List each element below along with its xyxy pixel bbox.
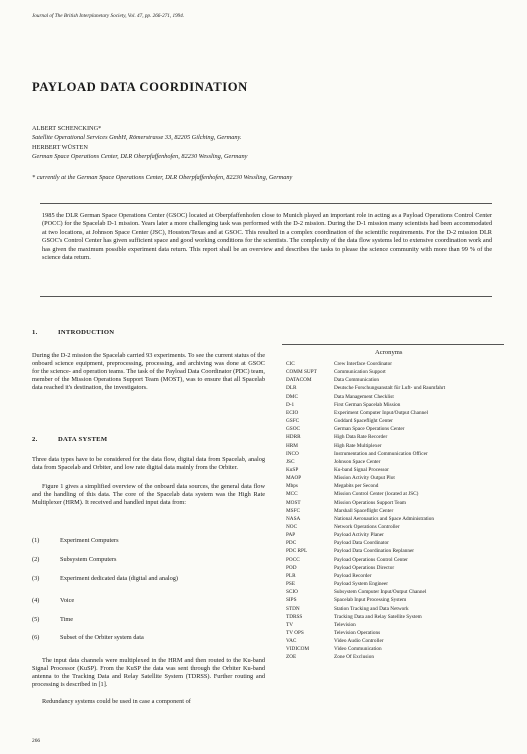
acronym-definition: Tracking Data and Relay Satellite System — [334, 613, 422, 620]
author-1-name: ALBERT SCHENCKING* — [32, 125, 102, 132]
acronym-definition: Megabits per Second — [334, 483, 379, 490]
acronym-row — [286, 588, 426, 596]
acronym-abbrev: TV — [286, 621, 293, 628]
acronym-row — [286, 556, 408, 564]
acronym-abbrev: SCIO — [286, 589, 298, 596]
acronym-definition: Subsystem Computer Input/Output Channel — [334, 589, 427, 596]
acronym-abbrev: PAP — [286, 532, 296, 539]
acronym-row — [286, 433, 387, 441]
acronym-definition: Mission Control Center (located at JSC) — [334, 491, 419, 498]
acronym-definition: Payload Activity Planer — [334, 532, 384, 539]
author-block — [32, 124, 502, 161]
list-item: (2) Subsystem Computers — [32, 556, 117, 563]
acronym-abbrev: MSFC — [286, 507, 301, 514]
abstract-top-rule — [40, 203, 492, 204]
section-1-title: INTRODUCTION — [58, 329, 115, 336]
acronym-row — [286, 637, 384, 645]
acronym-definition: Payload Data Coordination Replanner — [334, 548, 415, 555]
acronym-definition: National Aeronautics and Space Administration — [334, 515, 435, 522]
section-2-para-4: Redundancy systems could be used in case a component of — [42, 698, 191, 705]
acronym-abbrev: MOST — [286, 499, 301, 506]
acronym-abbrev: POD — [286, 564, 297, 571]
acronym-abbrev: DLR — [286, 385, 297, 392]
acronym-abbrev: INCO — [286, 450, 299, 457]
acronym-abbrev: GSFC — [286, 418, 300, 425]
acronym-abbrev: MAOP — [286, 475, 302, 482]
acronym-definition: Network Operations Controller — [334, 524, 400, 530]
acronym-abbrev: TDRSS — [286, 613, 303, 620]
acronym-definition: Communication Support — [334, 369, 386, 376]
acronym-row — [286, 499, 406, 507]
paper-title: PAYLOAD DATA COORDINATION — [32, 80, 248, 94]
acronym-abbrev: GSOC — [286, 426, 301, 433]
section-1-heading — [32, 329, 114, 336]
abstract-bottom-rule — [40, 296, 492, 297]
acronym-definition: Ku-band Signal Processor — [334, 466, 389, 473]
acronym-row — [286, 515, 434, 523]
acronym-row — [286, 466, 389, 474]
acronym-abbrev: PLR — [286, 572, 296, 579]
list-item: (1) Experiment Computers — [32, 537, 119, 544]
acronym-definition: Payload Operations Director — [334, 564, 395, 571]
acronyms-top-rule — [282, 344, 504, 345]
acronym-definition: High Data Rate Recorder — [334, 434, 388, 441]
acronym-abbrev: ZOE — [286, 654, 297, 661]
acronym-row — [286, 523, 400, 531]
acronym-definition: Crew Interface Coordinator — [334, 361, 393, 367]
acronym-abbrev: NOC — [286, 524, 298, 530]
section-2-number: 2. — [32, 436, 38, 443]
acronym-definition: Spacelab Input Processing System — [334, 597, 407, 604]
acronym-row — [286, 425, 404, 433]
acronym-abbrev: MCC — [286, 491, 298, 498]
acronym-row — [286, 547, 414, 555]
acronym-definition: Zone Of Exclusion — [334, 654, 374, 661]
acronym-definition: Data Management Checklist — [334, 393, 394, 400]
acronym-row — [286, 376, 379, 384]
acronym-row — [286, 368, 386, 376]
acronym-abbrev: JSC — [286, 458, 295, 465]
author-1-affiliation: Satellite Operational Services GmbH, Römerstrasse 33, 82205 Gilching, Germany. — [32, 134, 242, 142]
acronym-definition: Television Operations — [334, 629, 381, 636]
acronym-abbrev: SIPS — [286, 597, 297, 604]
acronym-abbrev: D-1 — [286, 401, 295, 408]
acronym-abbrev: VAC — [286, 638, 297, 645]
page-number: 266 — [32, 738, 41, 744]
acronym-definition: Instrumentation and Communication Officer — [334, 450, 428, 457]
acronym-definition: Station Tracking and Data Network — [334, 605, 409, 612]
acronym-abbrev: NASA — [286, 515, 301, 522]
acronym-abbrev: ECIO — [286, 409, 299, 416]
author-2-name: HERBERT WÜSTEN — [32, 143, 88, 151]
acronym-abbrev: COMM SUPT — [286, 369, 317, 376]
acronym-row — [286, 442, 382, 450]
acronym-row — [286, 653, 374, 661]
acronym-row — [286, 384, 445, 392]
acronym-abbrev: HDRR — [286, 434, 301, 441]
acronym-abbrev: PDC — [286, 540, 297, 547]
acronym-row — [286, 621, 356, 629]
acronym-row — [286, 613, 422, 621]
section-2-para-3: The input data channels were multiplexed in the HRM and then routed to the Ku-band Signal Processor (KuSP). From the KuSP the data was sent through the Orbiter Ku-band antenna to the Tracking Data and Relay Satellite System (TDRSS). Further routing and processing is described in [1]. — [32, 657, 265, 689]
acronym-abbrev: DATACOM — [286, 377, 312, 384]
acronym-definition: Video Communication — [334, 646, 382, 653]
acronym-abbrev: KuSP — [286, 466, 299, 473]
acronym-definition: Payload System Engineer — [334, 581, 388, 588]
journal-header: Journal of The British Interplanetary Society, Vol. 47, pp. 266-271, 1994. — [32, 13, 185, 19]
acronym-row — [286, 409, 428, 417]
acronym-definition: Payload Recorder — [334, 572, 372, 579]
acronym-abbrev: PDC RPL — [286, 548, 308, 555]
section-2-para-2: Figure 1 gives a simplified overview of the onboard data sources, the general data flow and the handling of this data. The core of the Spacelab data system was the High Rate Multiplexer (HRM). It received and handled input data from: — [32, 483, 265, 507]
acronym-definition: First German Spacelab Mission — [334, 401, 401, 408]
list-item: (6) Subset of the Orbiter system data — [32, 634, 144, 641]
acronym-row — [286, 401, 400, 409]
section-1-text: During the D-2 mission the Spacelab carried 93 experiments. To see the current status of the onboard science equipment, preprocessing, processing, and archiving was done at GSOC for the science- and operation teams. The task of the Payload Data Coordinator (PDC) team, member of the Mission Operations Support Team (MOST), was to ensure that all Spacelab data reached it's destination, the investigators. — [32, 352, 265, 392]
acronym-abbrev: DMC — [286, 393, 298, 400]
acronym-row — [286, 393, 394, 401]
list-item: (3) Experiment dedicated data (digital and analog) — [32, 575, 179, 582]
acronym-definition: High Rate Multiplexer — [334, 442, 382, 449]
acronym-row — [286, 629, 380, 637]
acronym-definition: Payload Operations Control Center — [334, 556, 408, 563]
acronym-row — [286, 507, 393, 515]
section-2-para-1: Three data types have to be considered for the data flow, digital data from Spacelab, analog data from Spacelab and Orbiter, and low rate digital data mainly from the Orbiter. — [32, 456, 265, 472]
acronym-row — [286, 531, 384, 539]
acronym-abbrev: VIDICOM — [286, 646, 310, 653]
acronym-row — [286, 539, 389, 547]
acronym-row — [286, 572, 371, 580]
acronym-abbrev: TV OPS — [286, 629, 304, 636]
section-2-heading — [32, 436, 107, 443]
acronym-definition: German Space Operations Center — [334, 426, 405, 433]
acronym-definition: Marshall Spaceflight Center — [334, 507, 394, 514]
acronym-row — [286, 360, 392, 368]
acronym-abbrev: POCC — [286, 556, 300, 563]
acronym-row — [286, 458, 380, 466]
author-footnote: * currently at the German Space Operations Center, DLR Oberpfaffenhofen, 82230 Wessling, Germany — [32, 174, 293, 181]
acronym-abbrev: PSE — [286, 581, 296, 588]
acronym-definition: Payload Data Coordinator — [334, 540, 389, 547]
acronym-definition: Mission Activity Output Plot — [334, 475, 395, 482]
section-1-number: 1. — [32, 329, 38, 336]
author-2-affiliation: German Space Operations Center, DLR Oberpfaffenhofen, 82230 Wessling, Germany — [32, 152, 248, 160]
acronym-row — [286, 450, 428, 458]
acronym-definition: Mission Operations Support Team — [334, 499, 407, 506]
acronyms-title: Acronyms — [375, 349, 403, 356]
acronym-row — [286, 596, 406, 604]
section-2-title: DATA SYSTEM — [58, 436, 108, 443]
acronym-abbrev: Mbps — [286, 483, 298, 490]
acronym-row — [286, 605, 409, 613]
acronym-row — [286, 564, 394, 572]
acronym-definition: Johnson Space Center — [334, 458, 381, 465]
acronym-row — [286, 474, 395, 482]
acronym-definition: Television — [334, 621, 356, 628]
acronym-row — [286, 580, 388, 588]
acronym-abbrev: HRM — [286, 442, 298, 449]
acronym-abbrev: STDN — [286, 605, 300, 612]
acronym-abbrev: CIC — [286, 361, 295, 367]
acronym-row — [286, 645, 382, 653]
acronym-row — [286, 482, 378, 490]
list-item: (5) Time — [32, 616, 74, 623]
list-item: (4) Voice — [32, 597, 75, 604]
acronym-definition: Video Audio Controller — [334, 638, 384, 645]
acronym-definition: Data Communication — [334, 377, 380, 384]
acronym-definition: Goddard Spaceflight Center — [334, 418, 393, 425]
acronym-definition: Deutsche Forschungsanstalt für Luft- und Raumfahrt — [334, 385, 446, 392]
acronym-row — [286, 490, 418, 498]
acronym-definition: Experiment Computer Input/Output Channel — [334, 409, 429, 416]
acronym-row — [286, 417, 393, 425]
abstract: 1985 the DLR German Space Operations Center (GSOC) located at Oberpfaffenhofen close to Munich played an important role in acting as a Payload Operations Control Center (POCC) for the Spacelab D-1 mission. Years later a more challenging task was performed with the D-2 mission. During the D-1 mission many scientists had been accommodated at two locations, at Johnson Space Center (JSC), Houston/Texas and at GSOC. This resulted in a complex coordination of the scientific requirements. For the D-2 mission DLR GSOC's Control Center has given sufficient space and good working conditions for the scientists. The complexity of the data flow systems led to extensive coordination work and has given the maximum possible experiment data return. This report shall be an overview and describes the tasks to please the science community with more than 99 % of the science data return. — [42, 212, 492, 262]
